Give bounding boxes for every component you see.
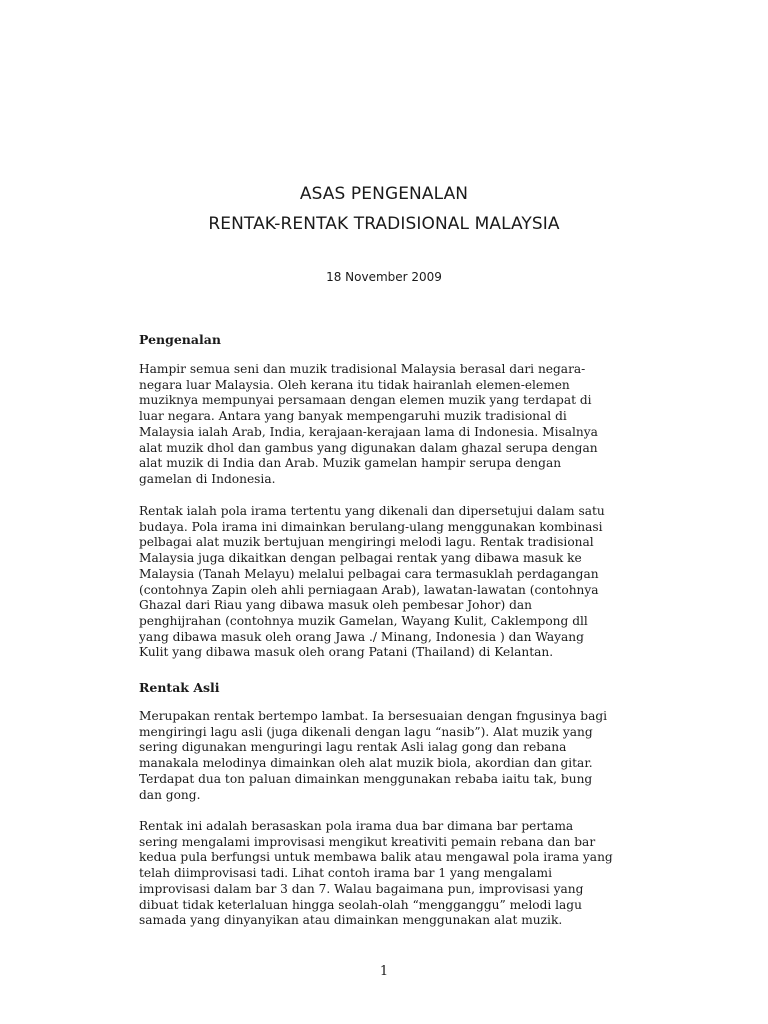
text-line: mengiringi lagu asli (juga dikenali dengan lagu “nasib”). Alat muzik yang	[139, 724, 593, 739]
text-line: negara luar Malaysia. Oleh kerana itu tidak hairanlah elemen-elemen	[139, 377, 570, 392]
text-line: penghijrahan (contohnya muzik Gamelan, Wayang Kulit, Caklempong dll	[139, 613, 588, 628]
text-line: Hampir semua seni dan muzik tradisional Malaysia berasal dari negara-	[139, 362, 586, 376]
text-line: Malaysia (Tanah Melayu) melalui pelbagai cara termasuklah perdagangan	[139, 566, 599, 581]
paragraph-rentak-asli-2	[139, 819, 619, 929]
text-line: improvisasi dalam bar 3 dan 7. Walau bagaimana pun, improvisasi yang	[139, 881, 584, 896]
paragraph-pengenalan-1	[139, 362, 619, 488]
text-line: dibuat tidak keterlaluan hingga seolah-olah “mengganggu” melodi lagu	[139, 897, 582, 912]
text-line: yang dibawa masuk oleh orang Jawa ./ Minang, Indonesia ) dan Wayang	[139, 629, 584, 644]
text-line: samada yang dinyanyikan atau dimainkan menggunakan alat muzik.	[139, 913, 563, 928]
text-line: muziknya mempunyai persamaan dengan elemen muzik yang terdapat di	[139, 393, 592, 408]
text-line: Malaysia juga dikaitkan dengan pelbagai rentak yang dibawa masuk ke	[139, 551, 582, 566]
text-line: manakala melodinya dimainkan oleh alat muzik biola, akordian dan gitar.	[139, 756, 593, 771]
document-date: 18 November 2009	[326, 270, 442, 284]
page-number: 1	[379, 964, 389, 979]
text-line: sering digunakan menguringi lagu rentak Asli ialag gong dan rebana	[139, 740, 567, 755]
text-line: dan gong.	[139, 787, 201, 802]
document-title-line1: ASAS PENGENALAN	[299, 184, 469, 204]
document-title-line2: RENTAK-RENTAK TRADISIONAL MALAYSIA	[208, 214, 560, 234]
text-line: sering mengalami improvisasi mengikut kreativiti pemain rebana dan bar	[139, 834, 596, 849]
paragraph-pengenalan-2	[139, 504, 619, 661]
text-line: pelbagai alat muzik bertujuan mengiringi melodi lagu. Rentak tradisional	[139, 535, 594, 550]
text-line: Terdapat dua ton paluan dimainkan menggunakan rebaba iaitu tak, bung	[139, 771, 593, 786]
text-line: telah diimprovisasi tadi. Lihat contoh irama bar 1 yang mengalami	[139, 866, 552, 881]
section-heading-rentak-asli: Rentak Asli	[139, 680, 220, 695]
text-line: Kulit yang dibawa masuk oleh orang Patani (Thailand) di Kelantan.	[139, 645, 554, 660]
text-line: Rentak ini adalah berasaskan pola irama dua bar dimana bar pertama	[139, 819, 574, 833]
text-line: luar negara. Antara yang banyak mempengaruhi muzik tradisional di	[139, 409, 567, 424]
text-line: Ghazal dari Riau yang dibawa masuk oleh pembesar Johor) dan	[139, 598, 532, 613]
text-line: kedua pula berfungsi untuk membawa balik atau mengawal pola irama yang	[139, 850, 613, 865]
text-line: alat muzik di India dan Arab. Muzik gamelan hampir serupa dengan	[139, 456, 562, 471]
section-heading-pengenalan: Pengenalan	[139, 332, 221, 347]
text-line: (contohnya Zapin oleh ahli perniagaan Arab), lawatan-lawatan (contohnya	[139, 582, 599, 597]
paragraph-rentak-asli-1	[139, 709, 619, 803]
text-line: budaya. Pola irama ini dimainkan berulang-ulang menggunakan kombinasi	[139, 519, 603, 534]
text-line: Malaysia ialah Arab, India, kerajaan-kerajaan lama di Indonesia. Misalnya	[139, 424, 598, 439]
text-line: gamelan di Indonesia.	[139, 471, 276, 486]
text-line: Merupakan rentak bertempo lambat. Ia bersesuaian dengan fngusinya bagi	[139, 709, 608, 723]
text-line: Rentak ialah pola irama tertentu yang dikenali dan dipersetujui dalam satu	[139, 504, 605, 518]
text-line: alat muzik dhol dan gambus yang digunakan dalam ghazal serupa dengan	[139, 440, 598, 455]
